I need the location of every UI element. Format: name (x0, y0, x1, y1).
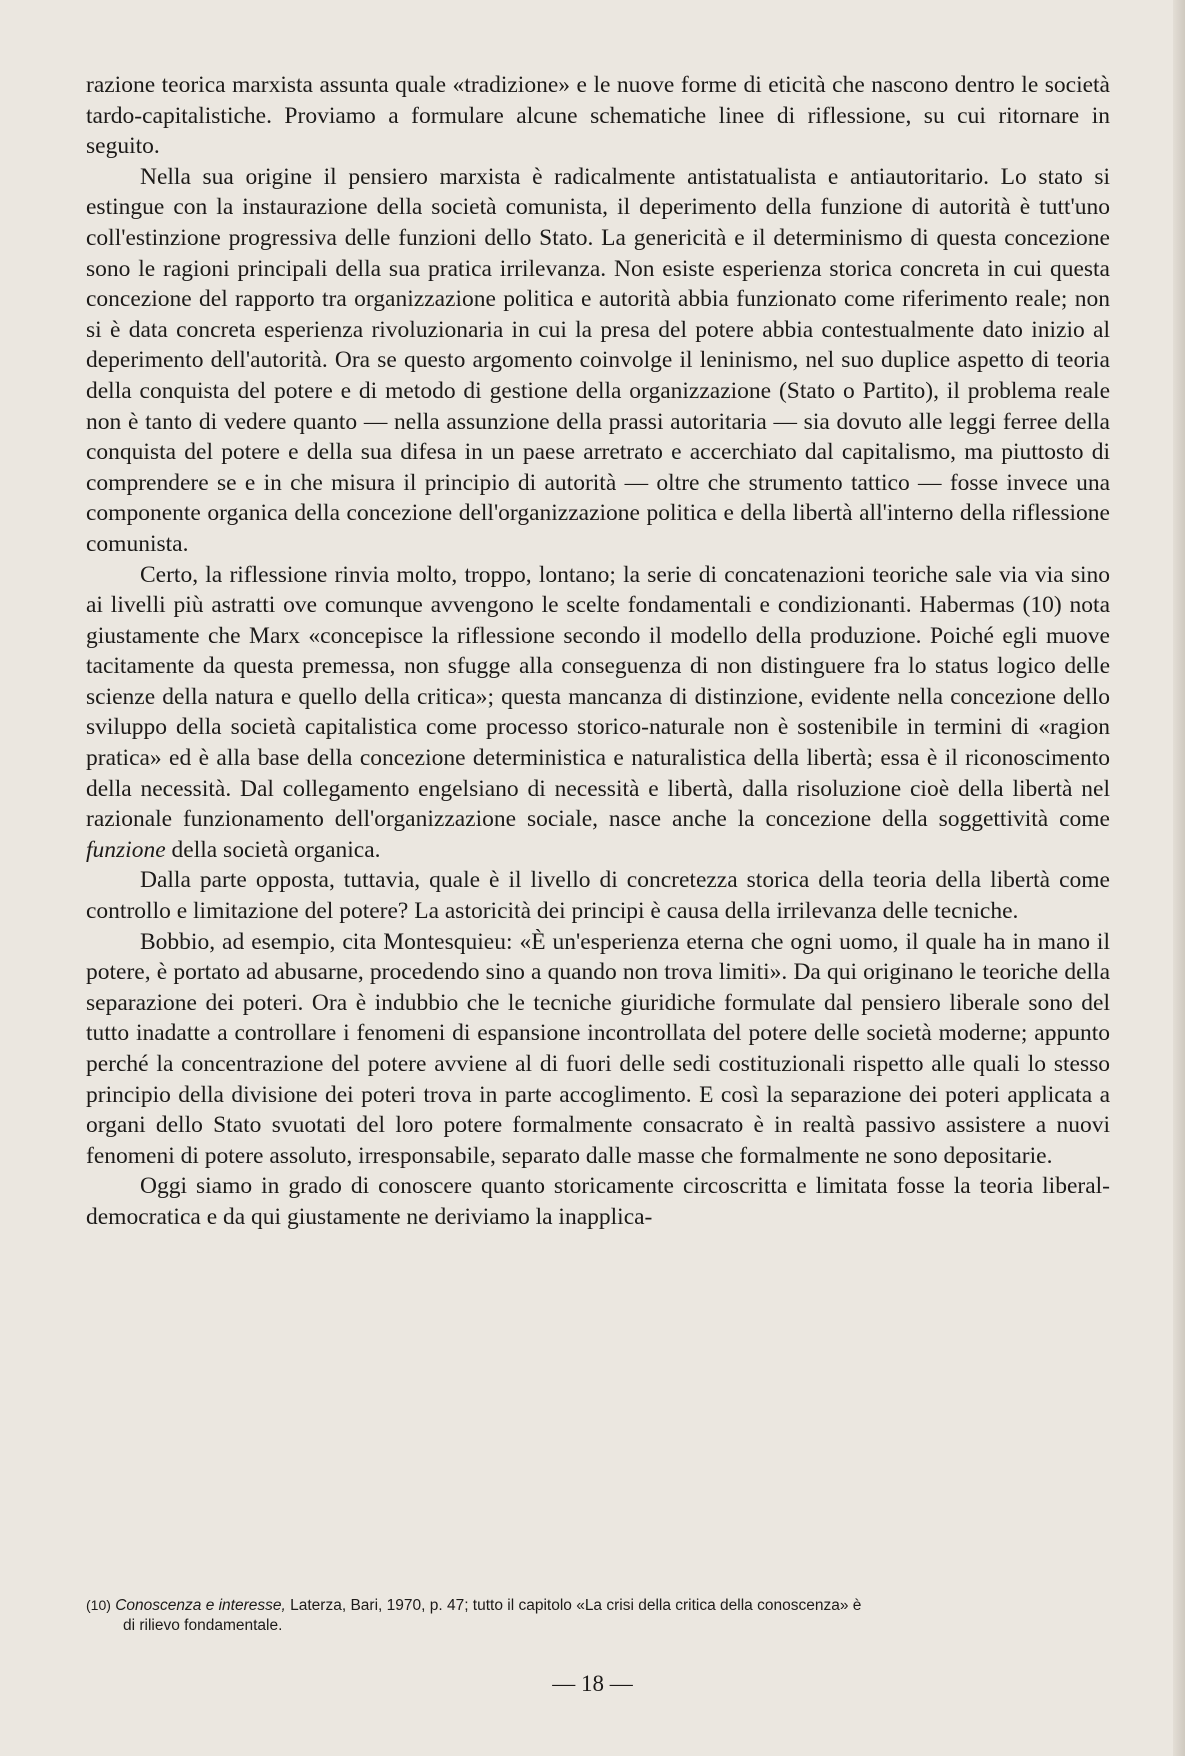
paragraph-1: razione teorica marxista assunta quale «tradizione» e le nuove forme di eticità che nascono dentro le società tardo-capitalistiche. Proviamo a formulare alcune schematiche linee di riflessione, su cui ritornare in seguito. (86, 72, 1110, 160)
paragraph-6: Oggi siamo in grado di conoscere quanto storicamente circoscritta e limitata fosse la teoria liberal-democratica e da qui giustamente ne deriviamo la inapplica- (86, 1173, 1110, 1230)
paragraph-3-emphasis: funzione (86, 836, 166, 863)
footnote-mark: (10) (86, 1597, 111, 1613)
paragraph-4: Dalla parte opposta, tuttavia, quale è il livello di concretezza storica della teoria della libertà come controllo e limitazione del potere? La astoricità dei principi è causa della irrilevanza delle tecniche. (86, 867, 1110, 925)
paragraph-3 (86, 560, 1110, 866)
footnote (86, 1595, 1110, 1636)
page-edge-shadow (1173, 0, 1185, 1756)
paragraph-5: Bobbio, ad esempio, cita Montesquieu: «È un'esperienza eterna che ogni uomo, il quale ha in mano il potere, è portato ad abusarne, procedendo sino a quando non trova limiti». Da qui originano le teoriche della separazione dei poteri. Ora è indubbio che le tecniche giuridiche formulate dal pensiero liberale sono del tutto inadatte a controllare i fenomeni di espansione incontrollata del potere delle società moderne; appunto perché la concentrazione del potere avviene al di fuori delle sedi costituzionali rispetto alle quali lo stesso principio della divisione dei poteri trova in parte accoglimento. E così la separazione dei poteri applicata a organi dello Stato svuotati del loro potere formalmente consacrato è in realtà passivo assistere a nuovi fenomeni di potere assoluto, irresponsabile, separato dalle masse che formalmente ne sono depositarie. (86, 928, 1110, 1169)
footnote-text: Laterza, Bari, 1970, p. 47; tutto il capitolo «La crisi della critica della conoscenza» è (285, 1597, 862, 1614)
paragraph-3-text-end: della società organica. (165, 836, 381, 863)
paragraph-3-text: Certo, la riflessione rinvia molto, troppo, lontano; la serie di concatenazioni teoriche sale via via sino ai livelli più astratti ove comunque avvengono le scelte fondamentali e condizionanti. Habermas (10) nota giustamente che Marx «concepisce la riflessione secondo il modello della produzione. Poiché egli muove tacitamente da questa premessa, non sfugge alla conseguenza di non distinguere fra lo status logico delle scienze della natura e quello della critica»; questa mancanza di distinzione, evidente nella concezione dello sviluppo della società capitalistica come processo storico-naturale non è sostenibile in termini di «ragion pratica» ed è alla base della concezione deterministica e naturalistica della libertà; essa è il riconoscimento della necessità. Dal collegamento engelsiano di necessità e libertà, dalla risoluzione cioè della libertà nel razionale funzionamento dell'organizzazione sociale, nasce anche la concezione della soggettività come (86, 561, 1110, 833)
page-number: — 18 — (552, 1671, 633, 1696)
body-text (86, 70, 1110, 1233)
page-body (86, 70, 1110, 1233)
paragraph-2: Nella sua origine il pensiero marxista è radicalmente antistatualista e antiautoritario. Lo stato si estingue con la instaurazione della società comunista, il deperimento della funzione di autorità è tutt'uno coll'estinzione progressiva delle funzioni dello Stato. La genericità e il determinismo di questa concezione sono le ragioni principali della sua pratica irrilevanza. Non esiste esperienza storica concreta in cui questa concezione del rapporto tra organizzazione politica e autorità abbia funzionato come riferimento reale; non si è data concreta esperienza rivoluzionaria in cui la presa del potere abbia contestualmente dato inizio al deperimento dell'autorità. Ora se questo argomento coinvolge il leninismo, nel suo duplice aspetto di teoria della conquista del potere e di metodo di gestione della organizzazione (Stato o Partito), il problema reale non è tanto di vedere quanto — nella assunzione della prassi autoritaria — sia dovuto alle leggi ferree della conquista del potere e della sua difesa in un paese arretrato e accerchiato dal capitalismo, ma piuttosto di comprendere se e in che misura il principio di autorità — oltre che strumento tattico — fosse invece una componente organica della concezione dell'organizzazione politica e della libertà all'interno della riflessione comunista. (86, 163, 1110, 557)
footnote-title: Conoscenza e interesse, (115, 1597, 286, 1614)
footnote-continuation: di rilievo fondamentale. (123, 1617, 283, 1634)
